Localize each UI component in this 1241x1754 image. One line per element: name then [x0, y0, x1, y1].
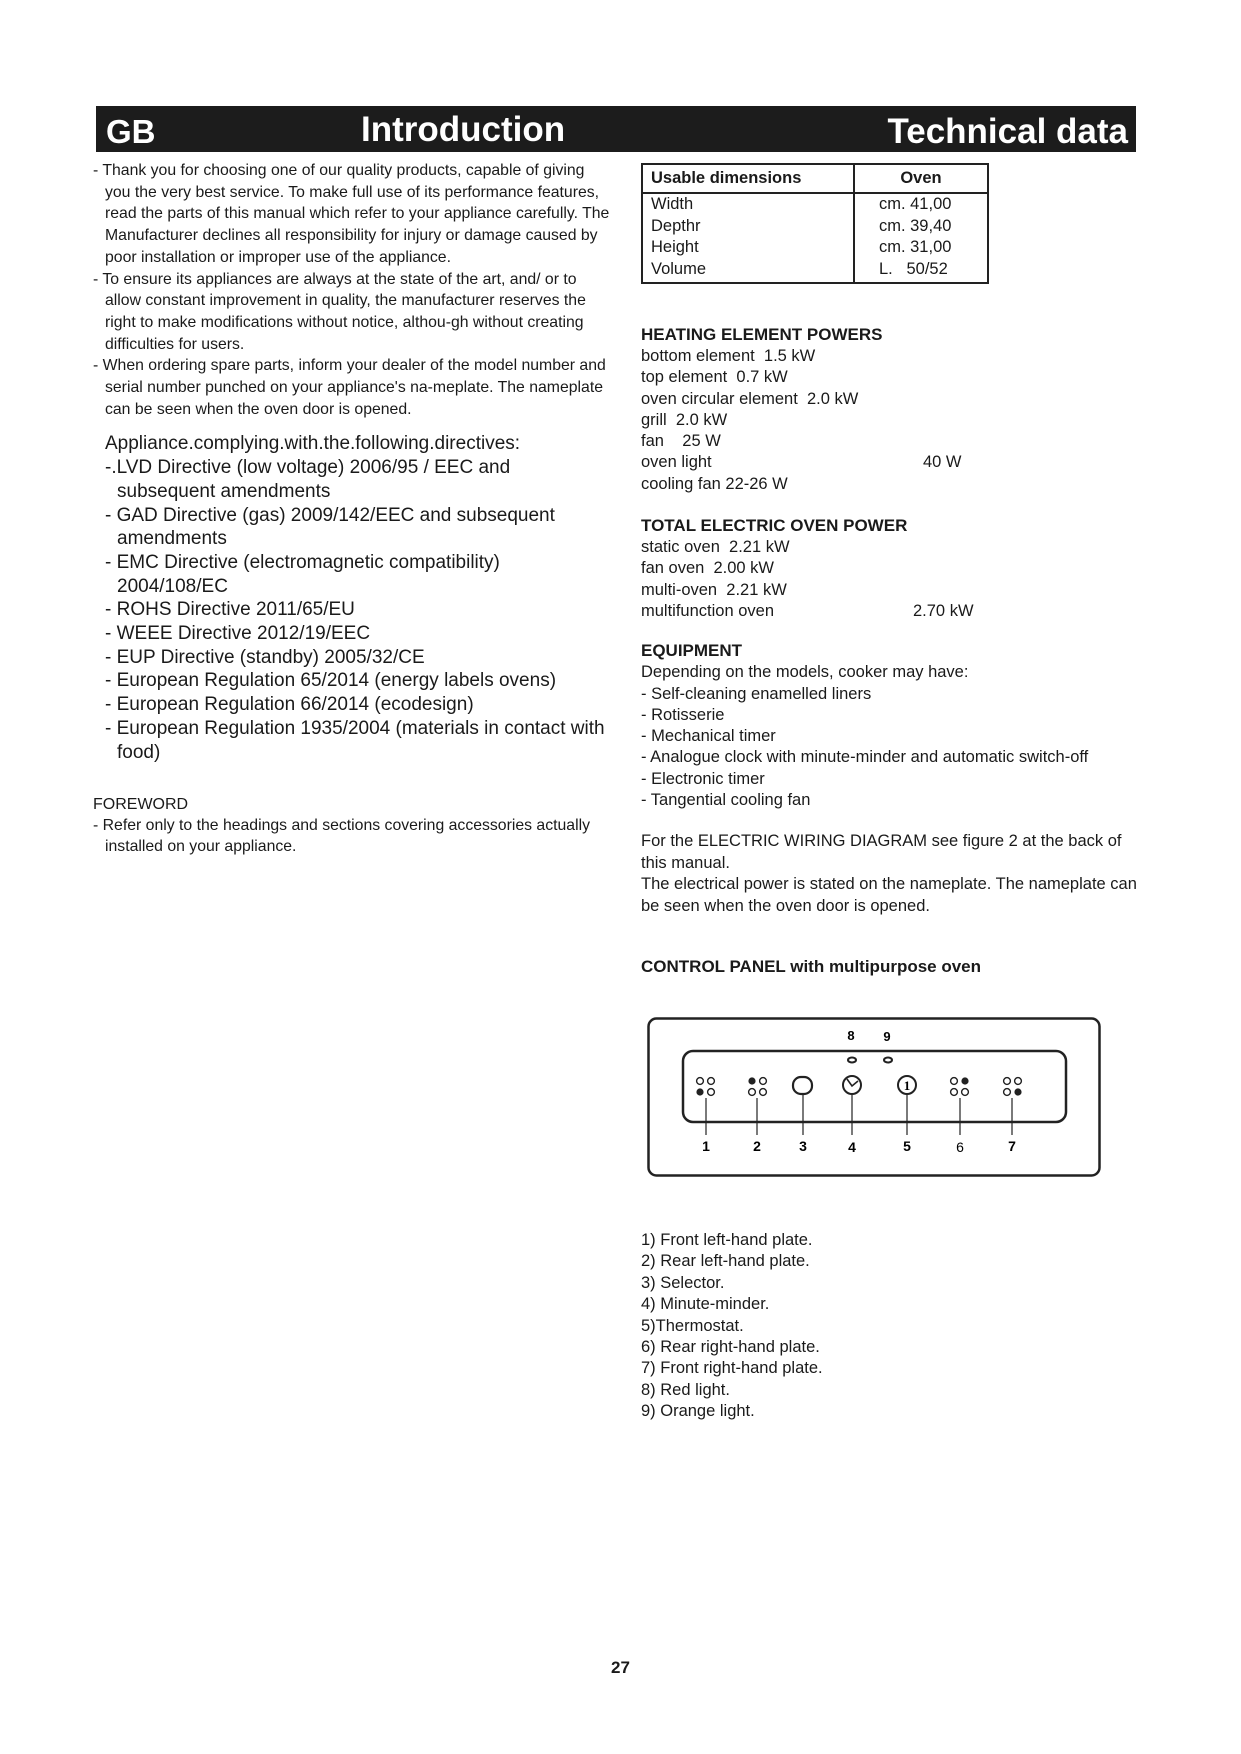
- list-item: 2) Rear left-hand plate.: [641, 1252, 810, 1271]
- label-2: 2: [753, 1138, 761, 1154]
- control-panel-legend: [641, 1230, 823, 1423]
- label-9: 9: [883, 1029, 891, 1044]
- dimensions-header-label: Usable dimensions: [642, 164, 854, 193]
- dimensions-header-oven: Oven: [854, 164, 988, 193]
- label-1: 1: [702, 1138, 710, 1154]
- list-item: 5)Thermostat.: [641, 1316, 744, 1335]
- dimensions-table: [641, 163, 989, 284]
- total-power-title: TOTAL ELECTRIC OVEN POWER: [641, 516, 908, 536]
- wiring-note: [641, 831, 1151, 917]
- list-item: [641, 474, 1161, 495]
- directive-item: - European Regulation 65/2014 (energy labels ovens): [105, 670, 557, 692]
- list-item: 9) Orange light.: [641, 1402, 755, 1421]
- panel-inner-frame: [683, 1051, 1066, 1122]
- intro-paragraph: - Thank you for choosing one of our quality products, capable of giving you the very best service. To make full use of its performance features, read the parts of this manual which refer to your appliance carefully. The Manufacturer declines all responsibility for injury or damage caused by poor installation or improper use of the appliance.: [93, 162, 610, 266]
- table-row: [642, 259, 988, 284]
- dimension-label: Volume: [642, 259, 854, 284]
- heating-label: fan 25 W: [641, 432, 721, 451]
- front-right-plate-knob-icon: [1004, 1078, 1022, 1135]
- list-item: - Mechanical timer: [641, 727, 776, 746]
- list-item: - Analogue clock with minute-minder and automatic switch-off: [641, 748, 1089, 767]
- list-item: 3) Selector.: [641, 1273, 725, 1292]
- technical-data-column: [641, 163, 1161, 977]
- directive-item: - European Regulation 1935/2004 (materials in contact with food): [105, 717, 605, 763]
- dimension-value: cm. 39,40: [854, 216, 988, 238]
- label-3: 3: [799, 1138, 807, 1154]
- heating-label: top element 0.7 kW: [641, 368, 788, 387]
- heating-label: grill 2.0 kW: [641, 410, 728, 429]
- svg-text:1: 1: [903, 1078, 911, 1093]
- wiring-line: The electrical power is stated on the nameplate. The nameplate can be seen when the oven door is opened.: [641, 875, 1137, 915]
- directives-list: [93, 456, 613, 764]
- heating-label: oven circular element 2.0 kW: [641, 389, 859, 408]
- list-item: [641, 367, 1161, 388]
- list-item: 8) Red light.: [641, 1380, 730, 1399]
- list-item: [641, 580, 1161, 601]
- dimension-value: cm. 41,00: [854, 193, 988, 216]
- orange-light-icon: [884, 1058, 892, 1063]
- list-item: [641, 389, 1161, 410]
- dimension-label: Width: [642, 193, 854, 216]
- directive-item: -.LVD Directive (low voltage) 2006/95 / EEC and subsequent amendments: [105, 457, 511, 502]
- list-item: [641, 601, 1161, 622]
- intro-paragraphs: [93, 160, 613, 420]
- control-panel-title: CONTROL PANEL with multipurpose oven: [641, 957, 982, 977]
- list-item: - Rotisserie: [641, 705, 725, 724]
- total-value: 2.70 kW: [913, 601, 974, 620]
- directive-item: - European Regulation 66/2014 (ecodesign): [105, 694, 474, 716]
- directive-item: - WEEE Directive 2012/19/EEC: [105, 623, 371, 645]
- heating-label: bottom element 1.5 kW: [641, 347, 816, 365]
- foreword-block: [93, 794, 613, 857]
- list-item: - Electronic timer: [641, 769, 765, 788]
- minute-minder-clock-icon: [843, 1076, 861, 1135]
- foreword-note: - Refer only to the headings and sections covering accessories actually installed on your appliance.: [93, 817, 590, 856]
- equipment-section: [641, 640, 1161, 811]
- selector-knob-icon: [793, 1077, 812, 1135]
- heating-section: [641, 324, 1161, 495]
- dimension-value: cm. 31,00: [854, 237, 988, 259]
- list-item: 1) Front left-hand plate.: [641, 1231, 813, 1249]
- thermostat-knob-icon: [898, 1076, 916, 1135]
- heating-label: oven light: [641, 453, 712, 472]
- rear-left-plate-knob-icon: [748, 1077, 766, 1135]
- label-4: 4: [848, 1139, 856, 1155]
- foreword-title: FOREWORD: [93, 796, 189, 814]
- rear-right-plate-knob-icon: [951, 1077, 969, 1135]
- list-item: [641, 410, 1161, 431]
- table-row: [642, 237, 988, 259]
- intro-paragraph: - When ordering spare parts, inform your dealer of the model number and serial number punched on your appliance's na-meplate. The nameplate can be seen when the oven door is opened.: [93, 357, 606, 418]
- dimension-label: Height: [642, 237, 854, 259]
- introduction-heading: Introduction: [361, 110, 566, 149]
- panel-outer-frame: [649, 1019, 1100, 1176]
- total-power-section: [641, 515, 1161, 622]
- list-item: [641, 452, 1161, 473]
- total-label: multifunction oven: [641, 601, 774, 620]
- list-item: - Self-cleaning enamelled liners: [641, 684, 872, 703]
- equipment-title: EQUIPMENT: [641, 641, 743, 661]
- control-panel-diagram: [647, 1017, 1101, 1179]
- total-label: fan oven 2.00 kW: [641, 559, 774, 578]
- total-label: multi-oven 2.21 kW: [641, 580, 787, 599]
- country-code: GB: [106, 113, 156, 150]
- introduction-column: [93, 160, 613, 857]
- list-item: [641, 537, 1161, 558]
- list-item: 4) Minute-minder.: [641, 1295, 770, 1314]
- directive-item: - EUP Directive (standby) 2005/32/CE: [105, 646, 425, 668]
- technical-data-heading: Technical data: [887, 112, 1128, 151]
- list-item: - Tangential cooling fan: [641, 791, 811, 810]
- directives-title: Appliance.complying.with.the.following.directives:: [105, 433, 521, 455]
- table-row: [642, 216, 988, 238]
- total-label: static oven 2.21 kW: [641, 538, 790, 557]
- directive-item: - ROHS Directive 2011/65/EU: [105, 599, 355, 621]
- dimension-value: L. 50/52: [854, 259, 988, 284]
- list-item: [641, 431, 1161, 452]
- directive-item: - GAD Directive (gas) 2009/142/EEC and subsequent amendments: [105, 504, 555, 550]
- heating-title: HEATING ELEMENT POWERS: [641, 325, 883, 344]
- list-item: 7) Front right-hand plate.: [641, 1359, 823, 1378]
- equipment-intro: Depending on the models, cooker may have:: [641, 663, 969, 682]
- directive-item: - EMC Directive (electromagnetic compatibility) 2004/108/EC: [105, 551, 500, 597]
- table-row: [642, 193, 988, 216]
- list-item: [641, 558, 1161, 579]
- wiring-line: For the ELECTRIC WIRING DIAGRAM see figure 2 at the back of this manual.: [641, 832, 1122, 872]
- list-item: [641, 346, 1161, 367]
- header-banner: [96, 106, 1136, 152]
- label-6: 6: [956, 1139, 964, 1155]
- heating-value: 40 W: [923, 453, 962, 472]
- label-8: 8: [847, 1028, 855, 1043]
- page-number: 27: [611, 1658, 630, 1677]
- red-light-icon: [848, 1058, 856, 1063]
- heating-label: cooling fan 22-26 W: [641, 474, 788, 493]
- front-left-plate-knob-icon: [696, 1078, 714, 1135]
- directives-block: [93, 432, 613, 764]
- intro-paragraph: - To ensure its appliances are always at the state of the art, and/ or to allow constant improvement in quality, the manufacturer reserves the right to make modifications without notice, althou-gh without creating difficulties for users.: [93, 270, 586, 353]
- label-7: 7: [1008, 1138, 1016, 1154]
- list-item: 6) Rear right-hand plate.: [641, 1338, 820, 1357]
- label-5: 5: [903, 1138, 911, 1154]
- dimension-label: Depthr: [642, 216, 854, 238]
